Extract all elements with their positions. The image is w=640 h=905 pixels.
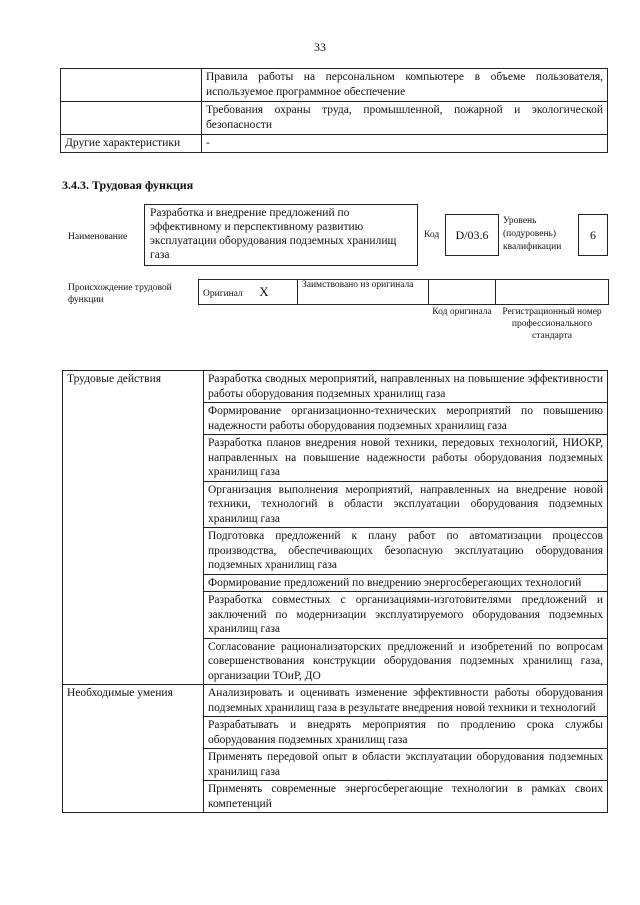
origin-original-label: Оригинал <box>203 289 243 299</box>
function-name: Разработка и внедрение предложений по эффективному и перспективному развитию эксплуатации оборудования подземных хранилищ газа <box>144 204 418 266</box>
function-details-table <box>62 370 608 813</box>
origin-label: Происхождение трудовой функции <box>68 283 172 305</box>
list-item: Разрабатывать и внедрять мероприятия по продлению срока службы оборудования подземных хранилищ газа <box>204 717 608 749</box>
list-item: Формирование предложений по внедрению энергосберегающих технологий <box>204 574 608 592</box>
list-item: Применять передовой опыт в области эксплуатации оборудования подземных хранилищ газа <box>204 749 608 781</box>
code-original-label: Код оригинала <box>432 307 492 317</box>
qualification-level-label: Уровень (подуровень) квалификации <box>503 216 562 252</box>
origin-table <box>198 279 609 305</box>
skills-label: Необходимые умения <box>63 685 204 813</box>
table-row <box>61 102 608 135</box>
origin-borrowed-label: Заимствовано из оригинала <box>298 280 429 305</box>
previous-function-table <box>60 68 608 153</box>
table-row <box>63 371 608 403</box>
qualification-level: 6 <box>578 214 608 256</box>
list-item: Формирование организационно-технических мероприятий по повышению надежности работы оборудования подземных хранилищ газа <box>204 403 608 435</box>
row-label <box>61 102 202 135</box>
row-label: Другие характеристики <box>61 135 202 153</box>
name-label: Наименование <box>68 232 128 242</box>
list-item: Разработка планов внедрения новой техники, передовых технологий, НИОКР, направленных на повышение надежности работы оборудования подземных хранилищ газа <box>204 435 608 482</box>
origin-original-cell <box>199 280 298 305</box>
function-code: D/03.6 <box>445 214 499 256</box>
list-item: Разработка совместных с организациями-изготовителями предложений и заключений по модернизации эксплуатируемого оборудования подземных хранилищ газа <box>204 592 608 639</box>
table-row <box>61 69 608 102</box>
table-row <box>61 135 608 153</box>
list-item: Подготовка предложений к плану работ по автоматизации процессов производства, обеспечивающих безопасную эксплуатацию оборудования подземных хранилищ газа <box>204 528 608 575</box>
table-row <box>63 685 608 717</box>
section-heading: 3.4.3. Трудовая функция <box>62 178 194 192</box>
origin-reg-cell <box>496 280 609 305</box>
row-value: Требования охраны труда, промышленной, пожарной и экологической безопасности <box>202 102 608 135</box>
origin-code-cell <box>429 280 496 305</box>
code-label: Код <box>424 230 440 240</box>
list-item: Применять современные энергосберегающие технологии в рамках своих компетенций <box>204 781 608 813</box>
row-value: - <box>202 135 608 153</box>
page-number: 33 <box>314 40 326 54</box>
list-item: Согласование рационализаторских предложений и изобретений по вопросам совершенствования конструкции оборудования подземных хранилищ газа, организации ТОиР, ДО <box>204 638 608 685</box>
registration-number-label: Регистрационный номер профессионального стандарта <box>502 307 602 341</box>
list-item: Разработка сводных мероприятий, направленных на повышение эффективности работы оборудования подземных хранилищ газа <box>204 371 608 403</box>
row-label <box>61 69 202 102</box>
list-item: Организация выполнения мероприятий, направленных на внедрение новой техники, технологий в области эксплуатации оборудования подземных хранилищ газа <box>204 481 608 528</box>
origin-mark: X <box>259 284 269 299</box>
labor-actions-label: Трудовые действия <box>63 371 204 685</box>
row-value: Правила работы на персональном компьютере в объеме пользователя, используемое программное обеспечение <box>202 69 608 102</box>
list-item: Анализировать и оценивать изменение эффективности работы оборудования подземных хранилищ газа в результате внедрения новой техники и технологий <box>204 685 608 717</box>
